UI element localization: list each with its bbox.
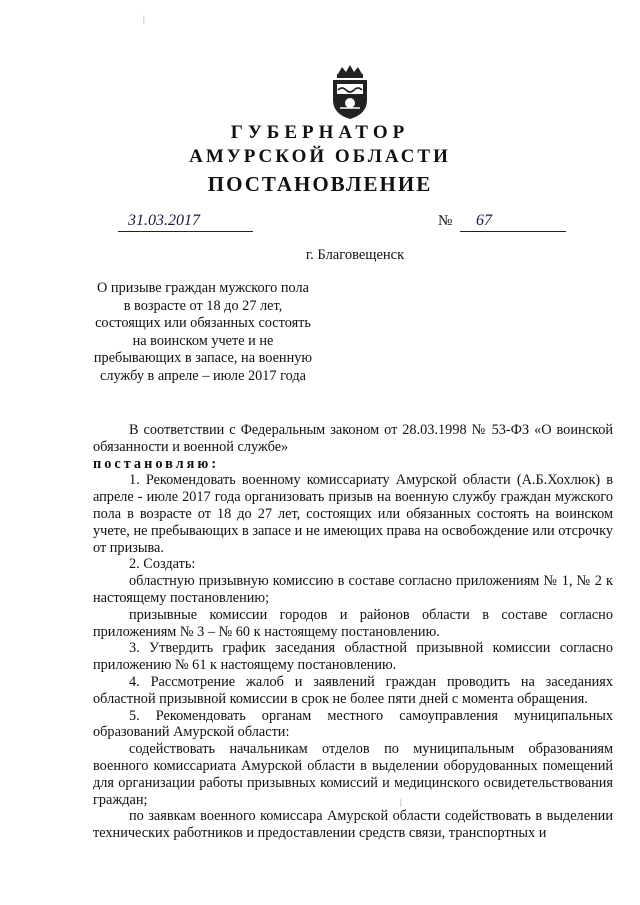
paragraph-2a: областную призывную комиссию в составе согласно приложениям № 1, № 2 к настоящему постановлению; bbox=[93, 573, 613, 606]
paragraph-5a: содействовать начальникам отделов по муниципальным образованиям военного комиссариата Амурской области в выделении оборудованных помещений для организации работы призывных комиссий и медицинского освидетельствования граждан; bbox=[93, 741, 613, 808]
paragraph-5: 5. Рекомендовать органам местного самоуправления муниципальных образований Амурской области: bbox=[93, 707, 613, 741]
paragraph-4: 4. Рассмотрение жалоб и заявлений граждан проводить на заседаниях областной призывной комиссии в срок не более пяти дней с момента обращения. bbox=[93, 673, 613, 707]
paragraph-2b: призывные комиссии городов и районов области в составе согласно приложениям № 3 – № 60 к настоящему постановлению. bbox=[93, 606, 613, 640]
number-sign: № bbox=[438, 213, 453, 229]
paragraph-1: 1. Рекомендовать военному комиссариату Амурской области (А.Б.Хохлюк) в апреле - июле 2017 года организовать призыв на военную службу граждан мужского пола в возрасте от 18 до 27 лет, состоящих или обязанных состоять на воинском учете, не пребывающих в запасе и не имеющих права на освобождение или отсрочку от призыва. bbox=[93, 472, 613, 556]
region-title: АМУРСКОЙ ОБЛАСТИ bbox=[189, 146, 451, 167]
amur-region-coat-of-arms bbox=[328, 64, 372, 120]
governor-title: ГУБЕРНАТОР bbox=[230, 122, 410, 143]
city: г. Благовещенск bbox=[305, 247, 405, 263]
paragraph-3: 3. Утвердить график заседания областной призывной комиссии согласно приложению № 61 к настоящему постановлению. bbox=[93, 640, 613, 674]
paragraph-2: 2. Создать: bbox=[129, 556, 196, 573]
document-date: 31.03.2017 bbox=[118, 212, 253, 232]
preamble: В соответствии с Федеральным законом от 28.03.1998 № 53-ФЗ «О воинской обязанности и военной службе» bbox=[93, 422, 613, 455]
paragraph-5b: по заявкам военного комиссара Амурской области содействовать в выделении технических работников и предоставлении средств связи, транспортных и bbox=[93, 808, 613, 842]
document-body bbox=[93, 422, 613, 842]
decree-word: постановляю: bbox=[93, 455, 220, 472]
scan-mark: | bbox=[143, 14, 145, 24]
document-type: ПОСТАНОВЛЕНИЕ bbox=[207, 172, 433, 196]
scan-mark: | bbox=[400, 797, 402, 807]
document-number: 67 bbox=[460, 212, 566, 232]
document-subject: О призыве граждан мужского пола в возрасте от 18 до 27 лет, состоящих или обязанных состоять на воинском учете и не пребывающих в запасе, на военную службу в апреле – июле 2017 года bbox=[93, 280, 313, 384]
